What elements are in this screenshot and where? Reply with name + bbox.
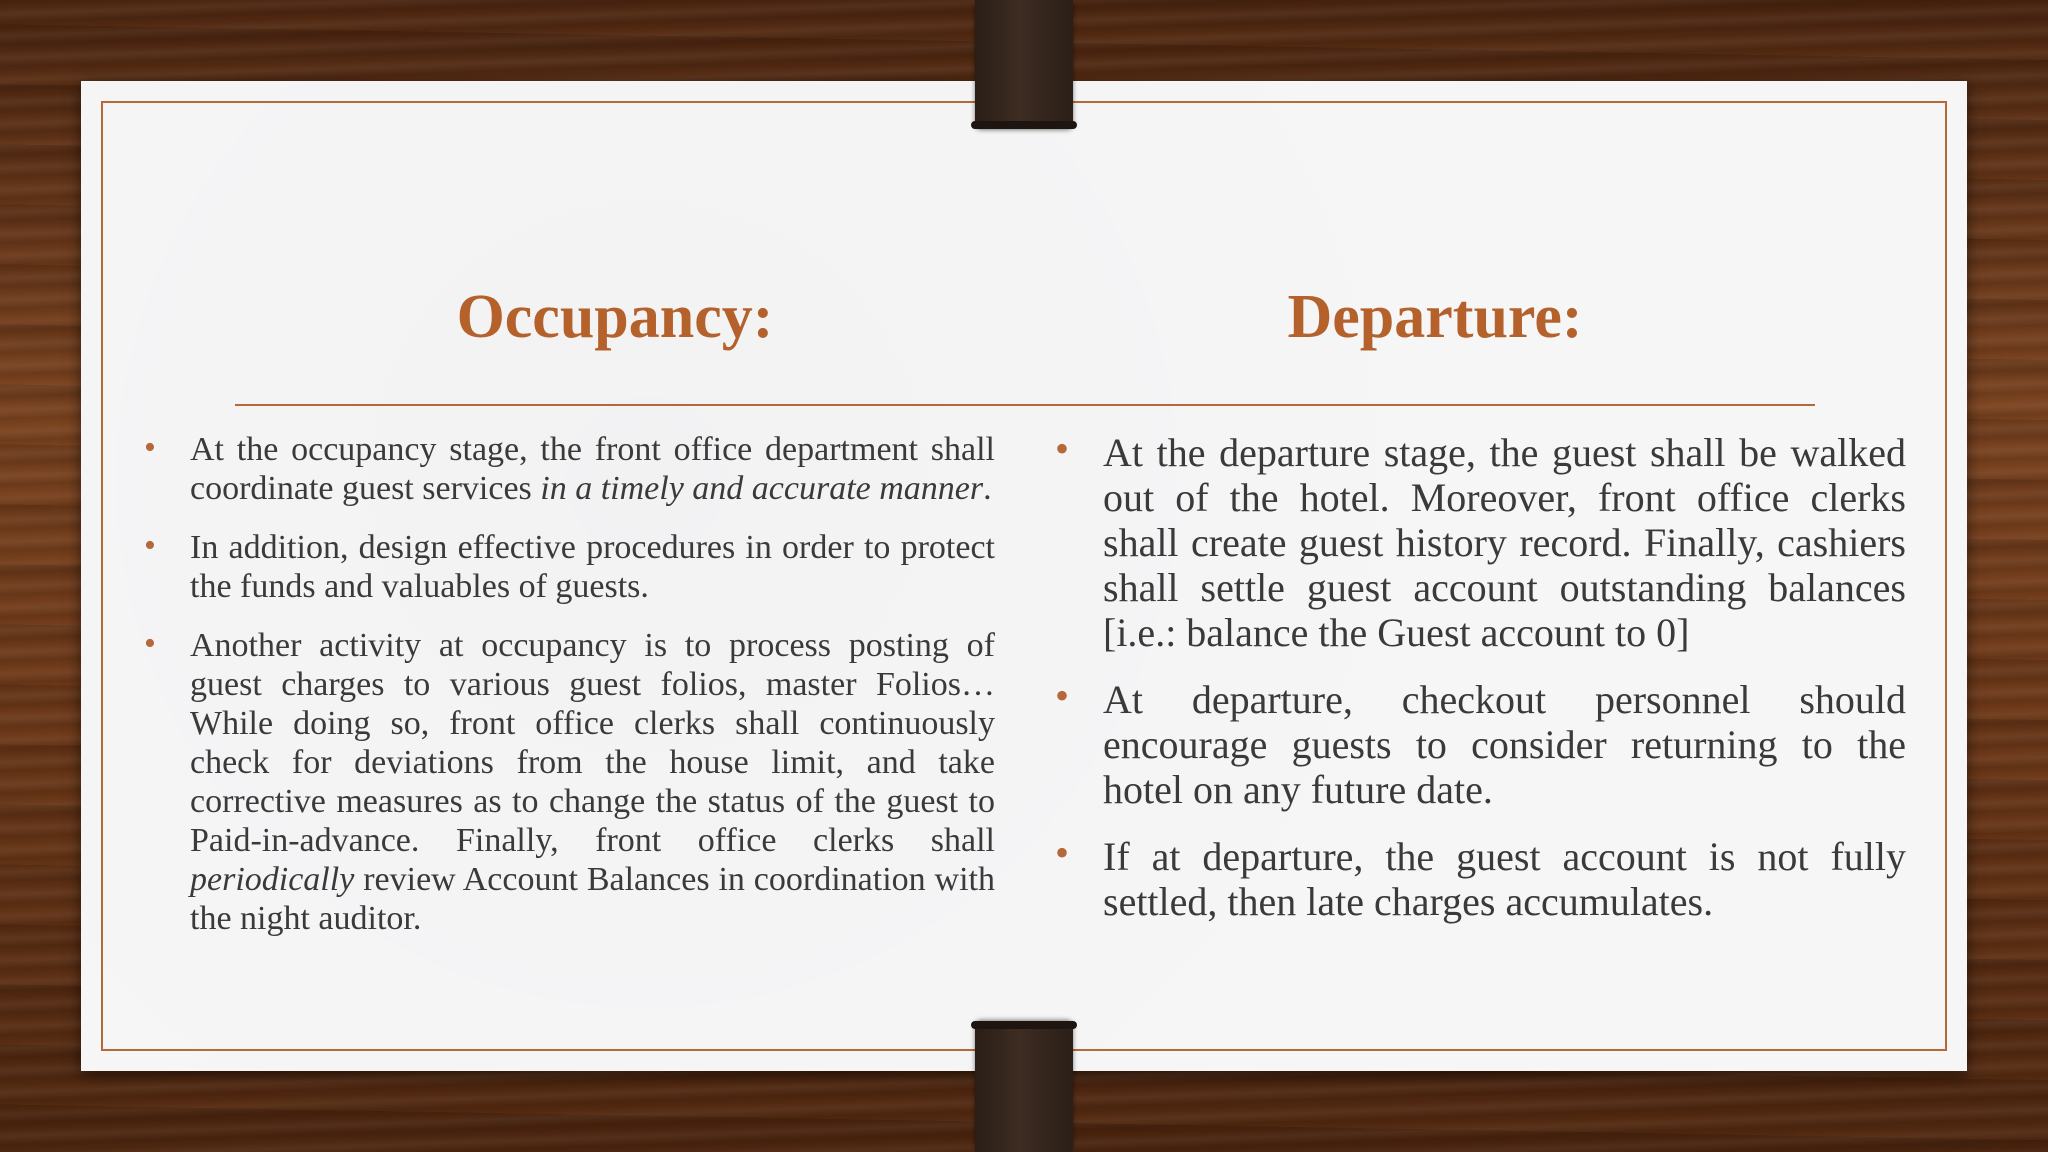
bullet-text: At the departure stage, the guest shall be walked out of the hotel. Moreover, front office clerks shall create guest history record. Finally, cashiers shall settle guest account outstanding balances [i.e.: balance the Guest account to 0]: [1103, 430, 1906, 655]
bottom-binder-clip: [975, 1023, 1073, 1152]
bullet-text: Another activity at occupancy is to process posting of guest charges to various guest folios, master Folios… While doing so, front office clerks shall continuously check for deviations from the house limit, and take corrective measures as to change the status of the guest to Paid-in-advance. Finally, front office clerks shall: [190, 627, 995, 859]
departure-bullet-1: [1055, 426, 1906, 655]
departure-heading: Departure:: [1287, 283, 1583, 351]
bullet-text: If at departure, the guest account is not fully settled, then late charges accumulates.: [1103, 834, 1906, 924]
heading-divider: [235, 404, 1815, 406]
departure-bullet-2: [1055, 673, 1906, 812]
occupancy-heading: Occupancy:: [456, 283, 774, 351]
departure-bullet-3: [1055, 830, 1906, 924]
bullet-text-italic: periodically: [190, 861, 355, 898]
occupancy-bullet-list: [144, 429, 995, 958]
bullet-text: At the occupancy stage, the front office department shall coordinate guest services: [190, 431, 995, 507]
bullet-icon: •: [144, 429, 156, 466]
bullet-icon: •: [1055, 673, 1070, 718]
bullet-text-italic: in a timely and accurate manner: [540, 470, 984, 507]
occupancy-bullet-1: [144, 429, 995, 508]
top-binder-clip: [975, 0, 1073, 127]
bullet-text-end: review Account Balances in coordination with the night auditor.: [190, 861, 995, 937]
occupancy-bullet-2: [144, 527, 995, 606]
departure-bullet-list: [1055, 426, 1906, 946]
bullet-icon: •: [1055, 426, 1070, 471]
bullet-text: At departure, checkout personnel should encourage guests to consider returning to the hotel on any future date.: [1103, 677, 1906, 812]
bullet-text-end: .: [983, 470, 992, 507]
bullet-icon: •: [144, 527, 156, 564]
bullet-icon: •: [144, 625, 156, 662]
occupancy-bullet-3: [144, 625, 995, 938]
bullet-icon: •: [1055, 830, 1070, 875]
bullet-text: In addition, design effective procedures in order to protect the funds and valuables of guests.: [190, 529, 995, 605]
